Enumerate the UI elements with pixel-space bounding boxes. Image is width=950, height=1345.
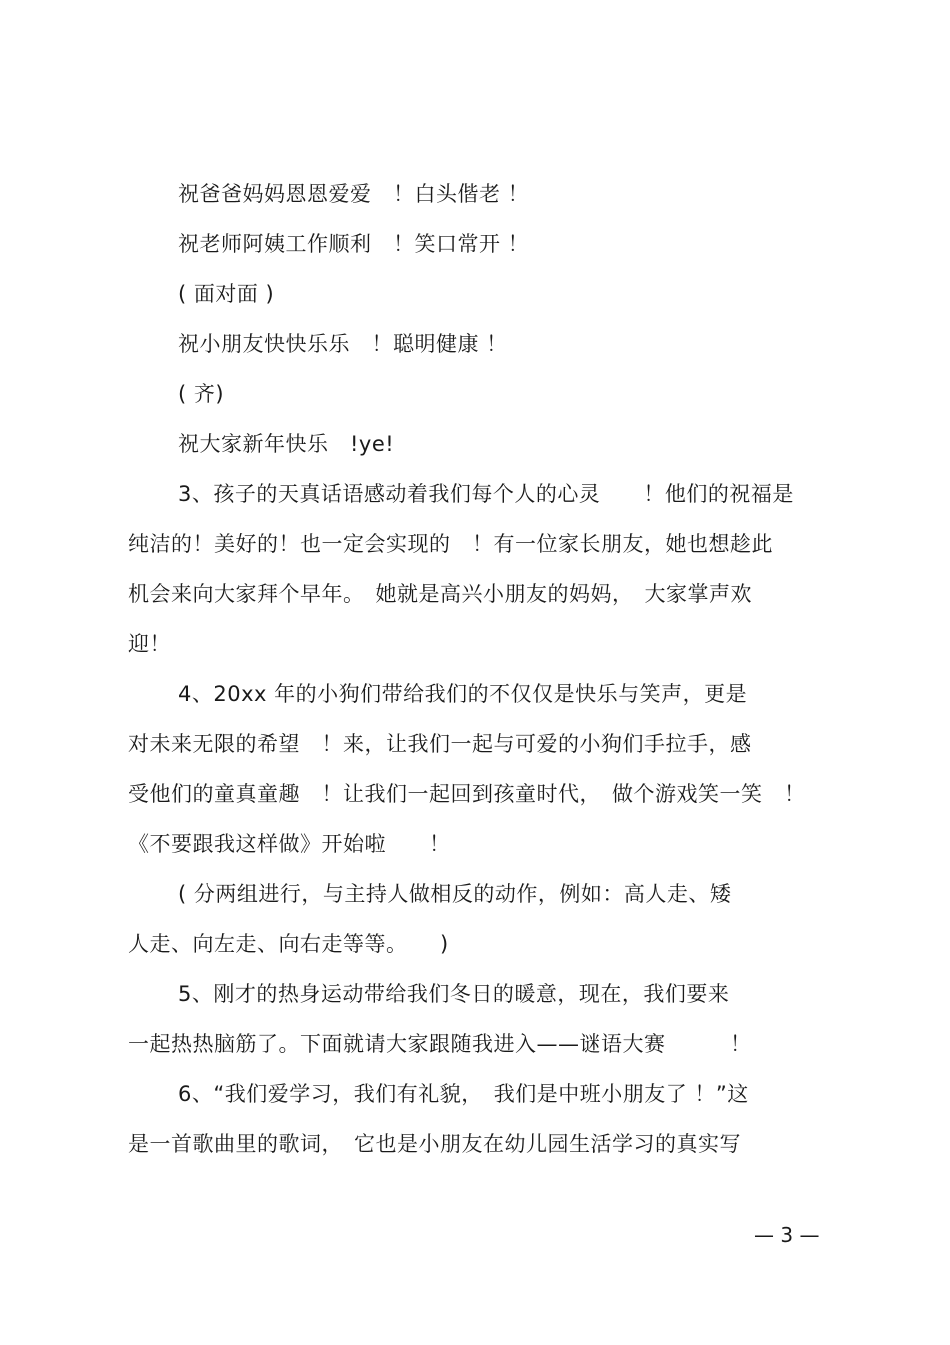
paragraph-4-line: 4、20xx 年的小狗们带给我们的不仅仅是快乐与笑声，更是 [178,682,748,706]
note-line: 人走、向左走、向右走等等。 ) [128,932,449,956]
text-line: 祝老师阿姨工作顺利 ！笑口常开 ！ [178,232,530,256]
paragraph-4-line: 受他们的童真童趣 ！让我们一起回到孩童时代， 做个游戏笑一笑 ！ [128,782,806,806]
paragraph-3-line: 机会来向大家拜个早年。 她就是高兴小朋友的妈妈， 大家掌声欢 [128,582,752,606]
paragraph-4-line: 对未来无限的希望 ！来，让我们一起与可爱的小狗们手拉手，感 [128,732,752,756]
paragraph-3-line: 迎！ [128,632,171,656]
text-line: ( 面对面 ) [178,282,275,306]
paragraph-3-line: 3、孩子的天真话语感动着我们每个人的心灵 ！他们的祝福是 [178,482,794,506]
text-line: 祝爸爸妈妈恩恩爱爱 ！白头偕老 ！ [178,182,530,206]
paragraph-5-line: 一起热热脑筋了。下面就请大家跟随我进入——谜语大赛 ！ [128,1032,752,1056]
paragraph-3-line: 纯洁的！美好的！也一定会实现的 ！有一位家长朋友，她也想趁此 [128,532,773,556]
text-line: 祝大家新年快乐 !ye! [178,432,395,456]
paragraph-5-line: 5、刚才的热身运动带给我们冬日的暖意，现在，我们要来 [178,982,730,1006]
text-line: ( 齐) [178,382,225,406]
paragraph-6-line: 是一首歌曲里的歌词， 它也是小朋友在幼儿园生活学习的真实写 [128,1132,741,1156]
text-line: 祝小朋友快快乐乐 ！聪明健康 ！ [178,332,508,356]
paragraph-4-line: 《不要跟我这样做》开始啦 ！ [128,832,451,856]
page-number: — 3 — [754,1223,820,1247]
note-line: ( 分两组进行，与主持人做相反的动作，例如：高人走、矮 [178,882,732,906]
paragraph-6-line: 6、“我们爱学习，我们有礼貌， 我们是中班小朋友了 ！”这 [178,1082,749,1106]
